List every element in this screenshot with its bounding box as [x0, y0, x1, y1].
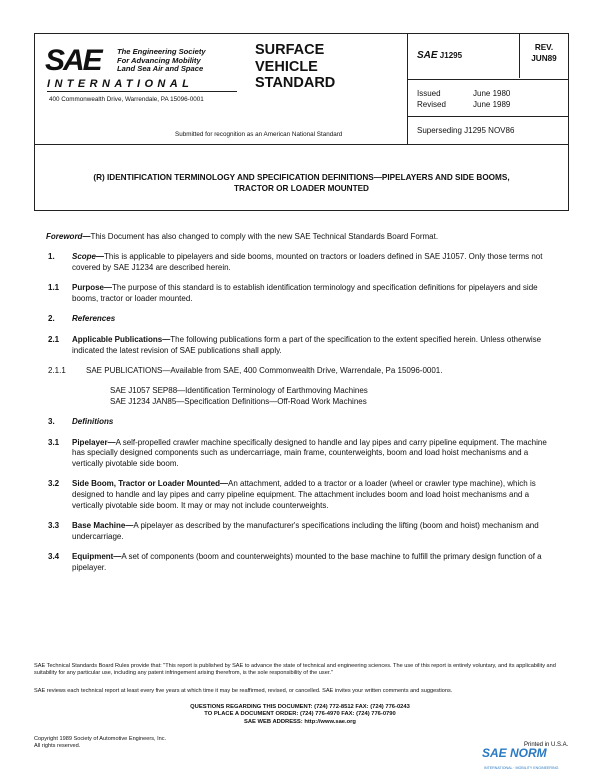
section-1 [48, 252, 556, 274]
section-number: 3. [48, 417, 55, 427]
document-dates [417, 89, 510, 110]
section-heading: Base Machine— [72, 521, 134, 531]
section-heading: Scope— [72, 252, 105, 262]
section-text: This is applicable to pipelayers and side booms, mounted on tractors or loaders defined in SAE J1057. Only those terms not covered by SAE J1234 are described herein. [72, 252, 543, 273]
section-heading: References [72, 314, 116, 324]
section-heading: Purpose— [72, 283, 113, 293]
section-heading: Definitions [72, 417, 114, 427]
section-number: 2. [48, 314, 55, 324]
section-text: A set of components (boom and counterweights) mounted to the base machine to fulfill the primary design function of a pipelayer. [72, 552, 542, 573]
document-body [48, 232, 556, 584]
section-text: SAE PUBLICATIONS—Available from SAE, 400 Commonwealth Drive, Warrendale, Pa 15096-0001. [86, 365, 443, 375]
foreword-text: This Document has also changed to comply with the new SAE Technical Standards Board Format. [90, 232, 439, 241]
section-3-2 [48, 479, 556, 511]
foreword-heading: Foreword— [46, 232, 91, 241]
printed-in-note: Printed in U.S.A. [524, 742, 569, 748]
section-text: The following publications form a part of the specification to the extent specified herein. Unless otherwise indicated the latest revision of SAE publications shall apply. [72, 334, 542, 355]
references-list [48, 386, 556, 408]
tagline-line: The Engineering Society [117, 47, 206, 56]
rev-label: REV. [534, 43, 554, 52]
document-header [34, 33, 569, 145]
section-number: 3.1 [48, 437, 60, 447]
logo-divider [47, 91, 237, 92]
superseding-note: Superseding J1295 NOV86 [417, 126, 515, 135]
section-text: The purpose of this standard is to establish identification terminology and specification definitions for pipelayers and side booms, tractor or loader mounted. [72, 283, 538, 304]
reference-item: SAE J1234 JAN85—Specification Definitions—Off-Road Work Machines [110, 396, 367, 406]
copyright-block [34, 736, 166, 750]
revised-date: June 1989 [473, 99, 511, 109]
title-line: TRACTOR OR LOADER MOUNTED [234, 184, 369, 193]
doc-sae-mark: SAE [417, 50, 438, 61]
web-address-line: SAE WEB ADDRESS: http://www.sae.org [244, 718, 356, 725]
section-1-1 [48, 283, 556, 305]
standard-type-line: STANDARD [255, 75, 336, 91]
copyright-text: Copyright 1989 Society of Automotive Engineers, Inc. [34, 736, 167, 742]
section-2 [48, 314, 556, 325]
sae-norm-stamp: SAE NORM [482, 746, 547, 760]
section-number: 1. [48, 252, 55, 262]
tsb-policy-notice: SAE Technical Standards Board Rules provide that: "This report is published by SAE to advance the state of technical and engineering sciences. The use of this report is entirely voluntary, and its applicability and suitability for any particular use, including any patent infringement arising therefrom, is the sole responsibility of the user." [34, 663, 556, 677]
section-number: 2.1.1 [48, 365, 66, 375]
doc-number-text: J1295 [439, 51, 463, 60]
section-number: 1.1 [48, 283, 60, 293]
rev-date: JUN89 [531, 54, 557, 63]
sae-logo-block [35, 34, 245, 146]
section-text: An attachment, added to a tractor or a loader (wheel or crawler type machine), which is designed to handle and lay pipes and carry pipeline equipment. The attachment includes boom and load hoist mechanisms and a vertically pivotable side boom. It may or may not include counterweights. [72, 479, 536, 511]
sae-address: 400 Commonwealth Drive, Warrendale, PA 15096-0001 [49, 96, 204, 103]
sae-norm-stamp-subtext: INTERNATIONAL · MOBILITY ENGINEERING [484, 766, 559, 770]
header-divider [407, 79, 569, 80]
section-number: 3.4 [48, 552, 60, 562]
standard-type-line: VEHICLE [255, 58, 318, 75]
document-title [34, 145, 569, 211]
section-heading: Pipelayer— [72, 437, 116, 447]
issued-label: Issued [417, 89, 441, 98]
standard-type-line: SURFACE [255, 42, 325, 58]
sae-logo-mark: SAE [45, 44, 101, 77]
section-number: 3.2 [48, 479, 60, 489]
document-number [417, 50, 462, 61]
section-heading: Equipment— [72, 552, 122, 562]
foreword-paragraph [46, 232, 556, 243]
section-3 [48, 417, 556, 428]
standard-type-title [255, 42, 335, 92]
section-2-1 [48, 335, 556, 357]
section-heading: Side Boom, Tractor or Loader Mounted— [72, 479, 229, 489]
tagline-line: Land Sea Air and Space [117, 64, 204, 74]
section-number: 3.3 [48, 521, 60, 531]
review-notice: SAE reviews each technical report at least every five years at which time it may be reaffirmed, revised, or cancelled. SAE invites your written comments and suggestions. [34, 688, 453, 694]
reference-item: SAE J1057 SEP88—Identification Terminology of Earthmoving Machines [110, 386, 368, 396]
section-3-4 [48, 552, 556, 574]
rights-text: All rights reserved. [34, 743, 81, 750]
section-3-1 [48, 438, 556, 470]
section-heading: Applicable Publications— [72, 334, 171, 344]
header-divider [407, 116, 569, 117]
revised-label: Revised [417, 99, 446, 109]
issued-date: June 1980 [473, 89, 511, 98]
header-divider [407, 34, 408, 144]
tagline-line: For Advancing Mobility [117, 55, 201, 65]
section-text: A self-propelled crawler machine specifically designed to handle and lay pipes and carry pipeline equipment. The machine has specially designed components such as undercarriage, main frame, counterweights, boom and load hoist mechanisms and a vertically pivotable side boom. [72, 437, 547, 469]
section-2-1-1 [48, 366, 556, 377]
sae-international-text: INTERNATIONAL [47, 78, 194, 90]
revision-block [519, 42, 569, 64]
title-line: (R) IDENTIFICATION TERMINOLOGY AND SPECIFICATION DEFINITIONS—PIPELAYERS AND SIDE BOOMS, [93, 173, 510, 182]
order-line: TO PLACE A DOCUMENT ORDER: (724) 776-4970 FAX: (724) 776-0790 [204, 711, 396, 718]
sae-logo-tagline [117, 48, 206, 74]
section-3-3 [48, 521, 556, 543]
questions-line: QUESTIONS REGARDING THIS DOCUMENT: (724) 772-8512 FAX: (724) 776-0243 [190, 704, 410, 710]
section-text: A pipelayer as described by the manufacturer's specifications including the lifting (boom and hoist) mechanism and undercarriage. [72, 521, 539, 542]
contact-block [140, 704, 460, 726]
ansi-submission-note: Submitted for recognition as an American National Standard [175, 131, 343, 138]
section-number: 2.1 [48, 334, 60, 344]
